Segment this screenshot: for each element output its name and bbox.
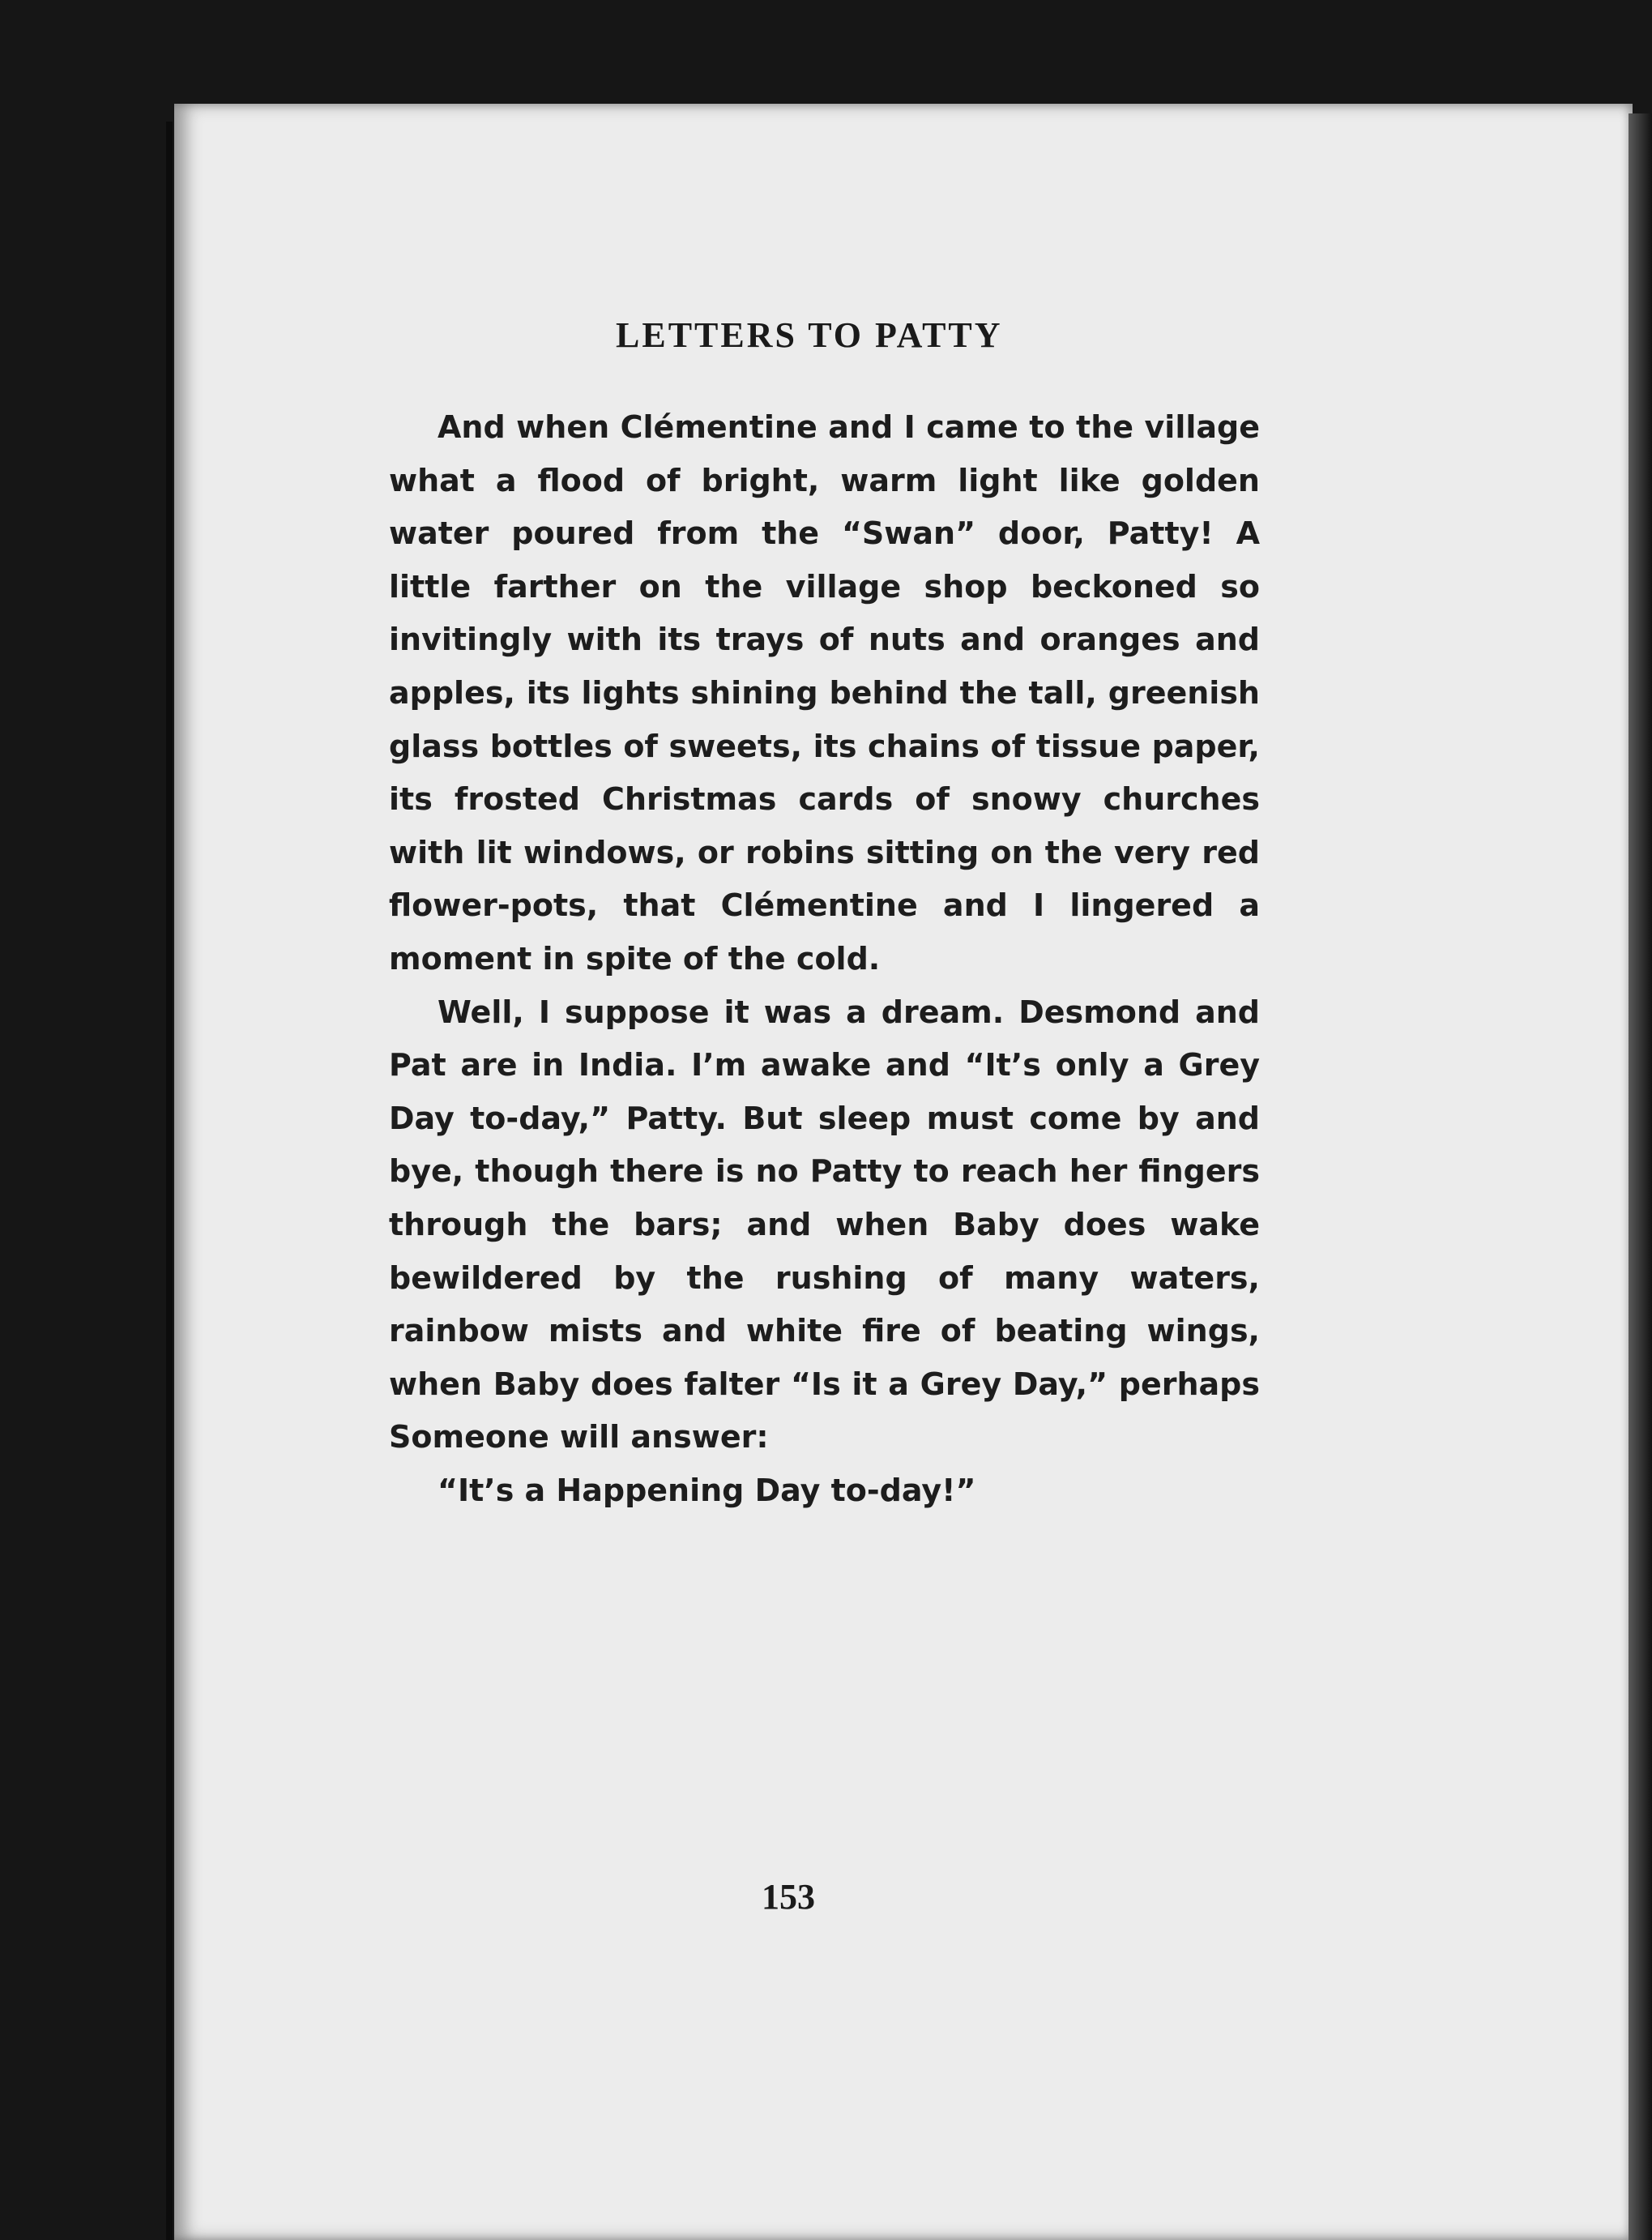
paragraph-2: Well, I suppose it was a dream. Desmond and Pat are in India. I’m awake and “It’s only a Grey Day to-day,” Patty. But sleep must come by and bye, though there is no Patty to reach her fingers through the bars; and when Baby does wake bewildered by the rushing of many waters, rainbow mists and white fire of beating wings, when Baby does falter “Is it a Grey Day,” perhaps Someone will answer: (389, 994, 1260, 1456)
running-head: LETTERS TO PATTY (616, 315, 1003, 355)
paragraph-3: “It’s a Happening Day to-day!” (438, 1472, 976, 1508)
paragraph-1: And when Clémentine and I came to the village what a flood of bright, warm light like golden water poured from the “Swan” door, Patty! A little farther on the village shop beckoned so invitingly with its trays of nuts and oranges and apples, its lights shining behind the tall, greenish glass bottles of sweets, its chains of tissue paper, its frosted Christmas cards of snowy churches with lit windows, or robins sitting on the very red flower-pots, that Clémentine and I lingered a moment in spite of the cold. (389, 409, 1260, 977)
book-gutter (166, 122, 173, 2240)
page-number: 153 (762, 1877, 815, 1917)
page-edge-shadow (1629, 113, 1652, 2240)
body-text (389, 401, 1260, 1517)
